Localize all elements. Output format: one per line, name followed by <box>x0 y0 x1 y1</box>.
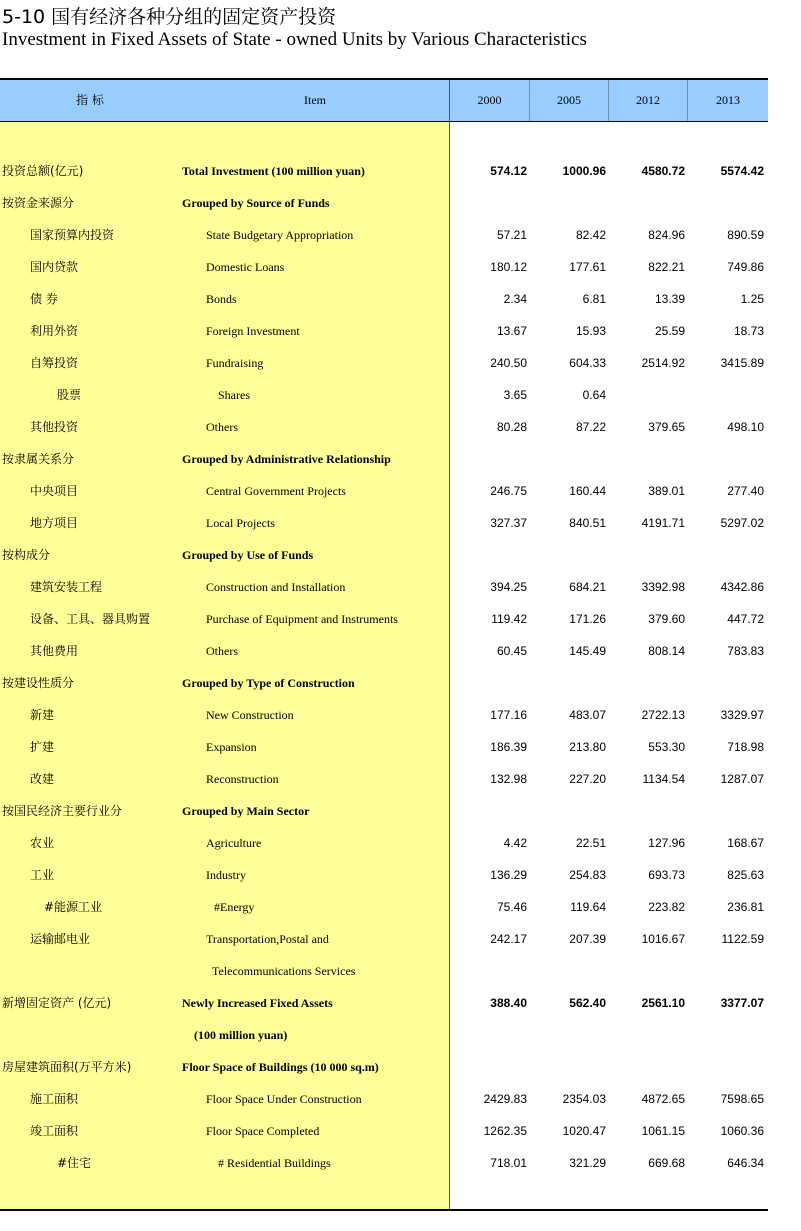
row-label-en: Expansion <box>206 740 257 754</box>
value-cell <box>451 667 527 699</box>
value-cell: 13.39 <box>654 292 685 306</box>
value-cell: 574.12 <box>490 164 527 178</box>
value-cell: 808.14 <box>648 644 685 658</box>
row-label-cn: 设备、工具、器具购置 <box>30 612 151 626</box>
row-label-cn: 改建 <box>30 772 55 786</box>
row-label-en: Domestic Loans <box>206 260 285 274</box>
value-cell: 379.65 <box>648 420 685 434</box>
value-cell: 321.29 <box>569 1156 606 1170</box>
value-cell <box>609 795 685 827</box>
value-cell: 389.01 <box>648 484 685 498</box>
value-cell: 1061.15 <box>641 1124 685 1138</box>
value-cell: 1000.96 <box>562 164 606 178</box>
row-label-cn: 施工面积 <box>30 1092 79 1106</box>
value-cell: 168.67 <box>727 836 764 850</box>
table-row <box>0 571 768 603</box>
value-cell: 553.30 <box>648 740 685 754</box>
table-row <box>0 987 768 1019</box>
value-cell: 119.64 <box>570 900 606 914</box>
value-cell: 1122.59 <box>721 932 764 946</box>
value-cell: 562.40 <box>569 996 606 1010</box>
value-cell <box>451 443 527 475</box>
value-cell <box>451 187 527 219</box>
value-cell: 3329.97 <box>720 708 764 722</box>
row-label-cn: 按构成分 <box>2 548 51 562</box>
table-row <box>0 1051 768 1083</box>
value-cell: 693.73 <box>648 868 685 882</box>
table-row <box>0 923 768 955</box>
value-cell: 160.44 <box>569 484 606 498</box>
value-cell: 2722.13 <box>641 708 685 722</box>
row-label-en: Grouped by Source of Funds <box>182 196 330 210</box>
header-year-2012: 2012 <box>636 93 660 107</box>
value-cell: 1287.07 <box>720 772 764 786</box>
row-label-en: Local Projects <box>206 516 275 530</box>
row-label-en: Grouped by Administrative Relationship <box>182 452 391 466</box>
value-cell: 4191.71 <box>641 516 685 530</box>
value-cell: 7598.65 <box>720 1092 764 1106</box>
value-cell: 0.64 <box>582 388 606 402</box>
value-cell: 213.80 <box>569 740 606 754</box>
value-cell: 254.83 <box>569 868 606 882</box>
value-cell <box>530 667 606 699</box>
value-cell: 1016.67 <box>641 932 685 946</box>
value-cell: 80.28 <box>496 420 527 434</box>
table-header <box>0 80 768 121</box>
row-label-cn: 其他费用 <box>30 644 79 658</box>
value-cell: 207.39 <box>569 932 606 946</box>
value-cell: 388.40 <box>490 996 527 1010</box>
header-year-2013: 2013 <box>716 93 740 107</box>
value-cell: 783.83 <box>727 644 764 658</box>
row-label-en: Total Investment (100 million yuan) <box>182 164 365 178</box>
row-label-cn: 股票 <box>57 388 82 402</box>
header-indicator: 指 标 <box>76 93 104 107</box>
value-cell: 749.86 <box>727 260 764 274</box>
row-label-cn: #住宅 <box>57 1156 92 1170</box>
row-label-cn: #能源工业 <box>44 900 103 914</box>
value-cell: 18.73 <box>733 324 764 338</box>
value-cell: 3392.98 <box>641 580 685 594</box>
value-cell: 822.21 <box>648 260 685 274</box>
row-label-en: Industry <box>206 868 246 882</box>
value-cell <box>688 539 764 571</box>
value-cell: 1060.36 <box>720 1124 764 1138</box>
table-row <box>0 507 768 539</box>
value-cell: 136.29 <box>490 868 527 882</box>
value-cell: 5574.42 <box>720 164 764 178</box>
value-cell <box>609 539 685 571</box>
row-label-en: Central Government Projects <box>206 484 346 498</box>
value-cell <box>688 443 764 475</box>
value-cell: 890.59 <box>727 228 764 242</box>
value-cell: 236.81 <box>727 900 764 914</box>
value-cell <box>451 539 527 571</box>
row-label-en: Grouped by Main Sector <box>182 804 310 818</box>
table-row <box>0 251 768 283</box>
row-label-cn: 按建设性质分 <box>2 676 75 690</box>
value-cell: 177.16 <box>490 708 527 722</box>
value-cell <box>688 379 764 411</box>
value-cell <box>530 1019 606 1051</box>
value-cell <box>609 667 685 699</box>
table-row <box>0 667 768 699</box>
value-cell: 447.72 <box>727 612 764 626</box>
value-cell: 840.51 <box>569 516 606 530</box>
header-year-2000: 2000 <box>477 93 502 107</box>
row-label-cn: 竣工面积 <box>30 1124 79 1138</box>
value-cell <box>688 955 764 987</box>
table-row <box>0 795 768 827</box>
value-cell: 145.49 <box>569 644 606 658</box>
value-cell: 3415.89 <box>720 356 764 370</box>
row-label-cn: 按资金来源分 <box>2 196 75 210</box>
table-row <box>0 1147 768 1179</box>
value-cell: 718.01 <box>490 1156 527 1170</box>
value-cell: 171.26 <box>569 612 606 626</box>
value-cell: 186.39 <box>490 740 527 754</box>
value-cell: 6.81 <box>582 292 606 306</box>
value-cell: 498.10 <box>727 420 764 434</box>
value-cell: 240.50 <box>490 356 527 370</box>
value-cell: 127.96 <box>648 836 685 850</box>
value-cell <box>530 443 606 475</box>
value-cell: 13.67 <box>496 324 527 338</box>
table-row <box>0 1083 768 1115</box>
table-row <box>0 1019 768 1051</box>
row-label-en: Newly Increased Fixed Assets <box>182 996 333 1010</box>
value-cell: 227.20 <box>569 772 606 786</box>
value-cell: 4342.86 <box>720 580 764 594</box>
value-cell: 1262.35 <box>483 1124 527 1138</box>
row-label-en: Others <box>206 644 238 658</box>
row-label-en: Fundraising <box>206 356 264 370</box>
table-bottom-rule <box>0 1209 768 1211</box>
table-row <box>0 827 768 859</box>
value-cell <box>609 1019 685 1051</box>
value-cell: 82.42 <box>575 228 606 242</box>
row-label-cn: 其他投资 <box>30 420 79 434</box>
row-label-en: Foreign Investment <box>206 324 300 338</box>
row-label-cn: 房屋建筑面积(万平方米) <box>2 1060 132 1074</box>
value-cell: 824.96 <box>648 228 685 242</box>
value-cell: 394.25 <box>490 580 527 594</box>
value-cell: 684.21 <box>569 580 606 594</box>
value-cell <box>451 1019 527 1051</box>
value-cell: 60.45 <box>496 644 527 658</box>
row-label-cn: 利用外资 <box>30 324 79 338</box>
value-cell: 15.93 <box>575 324 606 338</box>
value-cell <box>530 955 606 987</box>
table-title-cn: 5-10 国有经济各种分组的固定资产投资 <box>2 6 337 28</box>
value-cell <box>688 187 764 219</box>
value-cell <box>688 795 764 827</box>
value-cell: 87.22 <box>575 420 606 434</box>
table-row <box>0 475 768 507</box>
value-cell: 5297.02 <box>720 516 764 530</box>
table-row <box>0 347 768 379</box>
table-row <box>0 443 768 475</box>
row-label-cn: 按国民经济主要行业分 <box>2 804 123 818</box>
row-label-en: Construction and Installation <box>206 580 346 594</box>
table-row <box>0 411 768 443</box>
table-row <box>0 379 768 411</box>
value-cell <box>609 379 685 411</box>
value-cell <box>451 1051 527 1083</box>
value-cell: 242.17 <box>490 932 527 946</box>
table-row <box>0 699 768 731</box>
row-label-cn: 债 券 <box>30 292 58 306</box>
row-label-en: Telecommunications Services <box>212 964 356 978</box>
value-cell <box>451 955 527 987</box>
value-cell: 75.46 <box>496 900 527 914</box>
value-cell: 646.34 <box>727 1156 764 1170</box>
value-cell: 4872.65 <box>641 1092 685 1106</box>
value-cell: 177.61 <box>569 260 606 274</box>
row-label-en: Bonds <box>206 292 237 306</box>
table-row <box>0 891 768 923</box>
row-label-cn: 工业 <box>30 868 55 882</box>
table-row <box>0 859 768 891</box>
row-label-cn: 新建 <box>30 708 55 722</box>
value-cell <box>530 795 606 827</box>
value-cell <box>609 1051 685 1083</box>
table-row <box>0 1115 768 1147</box>
value-cell <box>688 1051 764 1083</box>
value-cell <box>530 539 606 571</box>
row-label-en: #Energy <box>214 900 255 914</box>
table-row <box>0 315 768 347</box>
value-cell: 604.33 <box>569 356 606 370</box>
value-cell: 119.42 <box>491 612 527 626</box>
value-cell: 327.37 <box>490 516 527 530</box>
value-cell: 22.51 <box>575 836 606 850</box>
value-cell <box>688 1019 764 1051</box>
value-cell: 3377.07 <box>720 996 764 1010</box>
row-label-en: Shares <box>218 388 250 402</box>
value-cell: 4.42 <box>503 836 527 850</box>
row-label-cn: 自筹投资 <box>30 356 79 370</box>
table-row <box>0 731 768 763</box>
table-row <box>0 763 768 795</box>
row-label-en: (100 million yuan) <box>194 1028 288 1042</box>
value-cell <box>451 795 527 827</box>
row-label-en: # Residential Buildings <box>218 1156 331 1170</box>
row-label-en: Transportation,Postal and <box>206 932 329 946</box>
value-cell: 1134.54 <box>642 772 685 786</box>
row-label-en: Agriculture <box>206 836 262 850</box>
row-label-cn: 扩建 <box>30 740 55 754</box>
value-cell: 825.63 <box>727 868 764 882</box>
header-item: Item <box>304 93 326 107</box>
value-cell: 718.98 <box>727 740 764 754</box>
value-cell: 25.59 <box>654 324 685 338</box>
row-label-cn: 按隶属关系分 <box>2 452 75 466</box>
value-cell: 1020.47 <box>562 1124 606 1138</box>
row-label-cn: 地方项目 <box>30 516 79 530</box>
row-label-en: Others <box>206 420 238 434</box>
row-label-cn: 建筑安装工程 <box>30 580 103 594</box>
row-label-cn: 新增固定资产 (亿元) <box>2 996 112 1010</box>
value-cell: 483.07 <box>569 708 606 722</box>
row-label-cn: 农业 <box>30 836 55 850</box>
value-cell: 2.34 <box>503 292 527 306</box>
value-cell: 2354.03 <box>562 1092 606 1106</box>
value-cell: 2514.92 <box>641 356 685 370</box>
row-label-en: New Construction <box>206 708 294 722</box>
table-row <box>0 283 768 315</box>
value-cell: 223.82 <box>648 900 685 914</box>
row-label-en: Reconstruction <box>206 772 279 786</box>
row-label-cn: 国家预算内投资 <box>30 228 115 242</box>
table-row <box>0 155 768 187</box>
header-year-2005: 2005 <box>557 93 581 107</box>
value-cell <box>530 1051 606 1083</box>
value-cell <box>609 955 685 987</box>
row-label-cn: 投资总额(亿元) <box>2 164 84 178</box>
value-cell: 132.98 <box>490 772 527 786</box>
value-cell: 2561.10 <box>641 996 685 1010</box>
value-cell: 57.21 <box>496 228 527 242</box>
value-cell: 3.65 <box>503 388 527 402</box>
row-label-en: Floor Space Completed <box>206 1124 320 1138</box>
row-label-en: Grouped by Type of Construction <box>182 676 355 690</box>
row-label-en: Floor Space of Buildings (10 000 sq.m) <box>182 1060 379 1074</box>
row-label-cn: 国内贷款 <box>30 260 79 274</box>
row-label-en: Grouped by Use of Funds <box>182 548 314 562</box>
value-cell: 4580.72 <box>641 164 685 178</box>
row-label-en: Floor Space Under Construction <box>206 1092 362 1106</box>
row-label-cn: 运输邮电业 <box>30 932 91 946</box>
value-cell: 1.25 <box>740 292 764 306</box>
table-row <box>0 635 768 667</box>
value-cell: 2429.83 <box>483 1092 527 1106</box>
row-label-cn: 中央项目 <box>30 484 79 498</box>
value-cell: 180.12 <box>490 260 527 274</box>
value-cell: 277.40 <box>727 484 764 498</box>
table-row <box>0 539 768 571</box>
value-cell: 669.68 <box>648 1156 685 1170</box>
value-cell: 246.75 <box>490 484 527 498</box>
table-row <box>0 603 768 635</box>
value-cell <box>609 187 685 219</box>
row-label-en: State Budgetary Appropriation <box>206 228 354 242</box>
table-title-en: Investment in Fixed Assets of State - owned Units by Various Characteristics <box>2 29 587 50</box>
table-row <box>0 219 768 251</box>
value-cell <box>688 667 764 699</box>
row-label-en: Purchase of Equipment and Instruments <box>206 612 398 626</box>
table-row <box>0 187 768 219</box>
value-cell <box>530 187 606 219</box>
table-row <box>0 955 768 987</box>
value-cell <box>609 443 685 475</box>
value-cell: 379.60 <box>648 612 685 626</box>
